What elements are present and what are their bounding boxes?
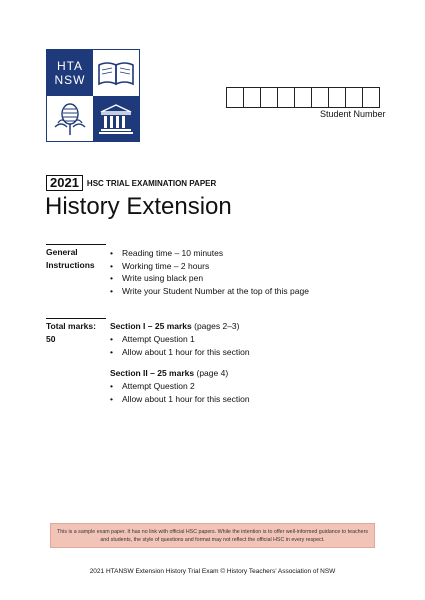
student-number-digit-box[interactable] xyxy=(260,87,278,108)
section-2-heading xyxy=(110,367,228,379)
subject-title: History Extension xyxy=(45,193,232,220)
student-number-digit-box[interactable] xyxy=(277,87,295,108)
list-item: • Write using black pen xyxy=(110,272,309,285)
list-item: • Attempt Question 2 xyxy=(110,380,250,393)
general-label-line-2: Instructions xyxy=(46,260,95,270)
logo-text-block xyxy=(47,50,93,96)
section-1-title: Section I – 25 marks xyxy=(110,321,192,331)
logo-line-1: HTA xyxy=(56,58,84,73)
section-1-list xyxy=(110,333,250,358)
temple-columns-icon xyxy=(93,96,139,142)
total-marks-label xyxy=(46,320,106,346)
general-instructions-label xyxy=(46,246,106,272)
section-1-pages: (pages 2–3) xyxy=(194,321,240,331)
student-number-digit-box[interactable] xyxy=(362,87,380,108)
exam-header xyxy=(46,175,216,191)
student-number-label: Student Number xyxy=(320,109,386,119)
logo-line-2: NSW xyxy=(54,72,86,87)
page-footer: 2021 HTANSW Extension History Trial Exam © History Teachers’ Association of NSW xyxy=(89,568,336,575)
hta-nsw-logo xyxy=(46,49,140,142)
list-item: • Allow about 1 hour for this section xyxy=(110,393,250,406)
total-marks-text: Total marks: xyxy=(46,321,96,331)
book-icon xyxy=(93,50,139,96)
list-item: • Reading time – 10 minutes xyxy=(110,247,309,260)
section-2-list xyxy=(110,380,250,405)
divider-marks xyxy=(46,318,106,319)
exam-year: 2021 xyxy=(46,175,83,191)
student-number-digit-box[interactable] xyxy=(345,87,363,108)
section-2-pages: (page 4) xyxy=(196,368,229,378)
student-number-digit-box[interactable] xyxy=(226,87,244,108)
section-1-heading xyxy=(110,320,240,332)
student-number-digit-box[interactable] xyxy=(328,87,346,108)
list-item: • Write your Student Number at the top of this page xyxy=(110,285,309,298)
section-2-title: Section II – 25 marks xyxy=(110,368,195,378)
general-label-line-1: General xyxy=(46,247,78,257)
total-marks-value: 50 xyxy=(46,334,56,344)
paper-type: HSC TRIAL EXAMINATION PAPER xyxy=(86,178,217,188)
student-number-digit-box[interactable] xyxy=(311,87,329,108)
student-number-digit-box[interactable] xyxy=(243,87,261,108)
disclaimer-box: This is a sample exam paper. It has no link with official HSC papers. While the intention is to offer well-informed guidance to teachers and students, the style of questions and format may not reflect the official HSC in every respect. xyxy=(50,523,375,548)
list-item: • Working time – 2 hours xyxy=(110,260,309,273)
general-instructions-list xyxy=(110,247,309,297)
list-item: • Allow about 1 hour for this section xyxy=(110,346,250,359)
divider-general xyxy=(46,244,106,245)
list-item: • Attempt Question 1 xyxy=(110,333,250,346)
waratah-flower-icon xyxy=(47,96,93,142)
student-number-boxes[interactable] xyxy=(227,87,380,108)
student-number-digit-box[interactable] xyxy=(294,87,312,108)
